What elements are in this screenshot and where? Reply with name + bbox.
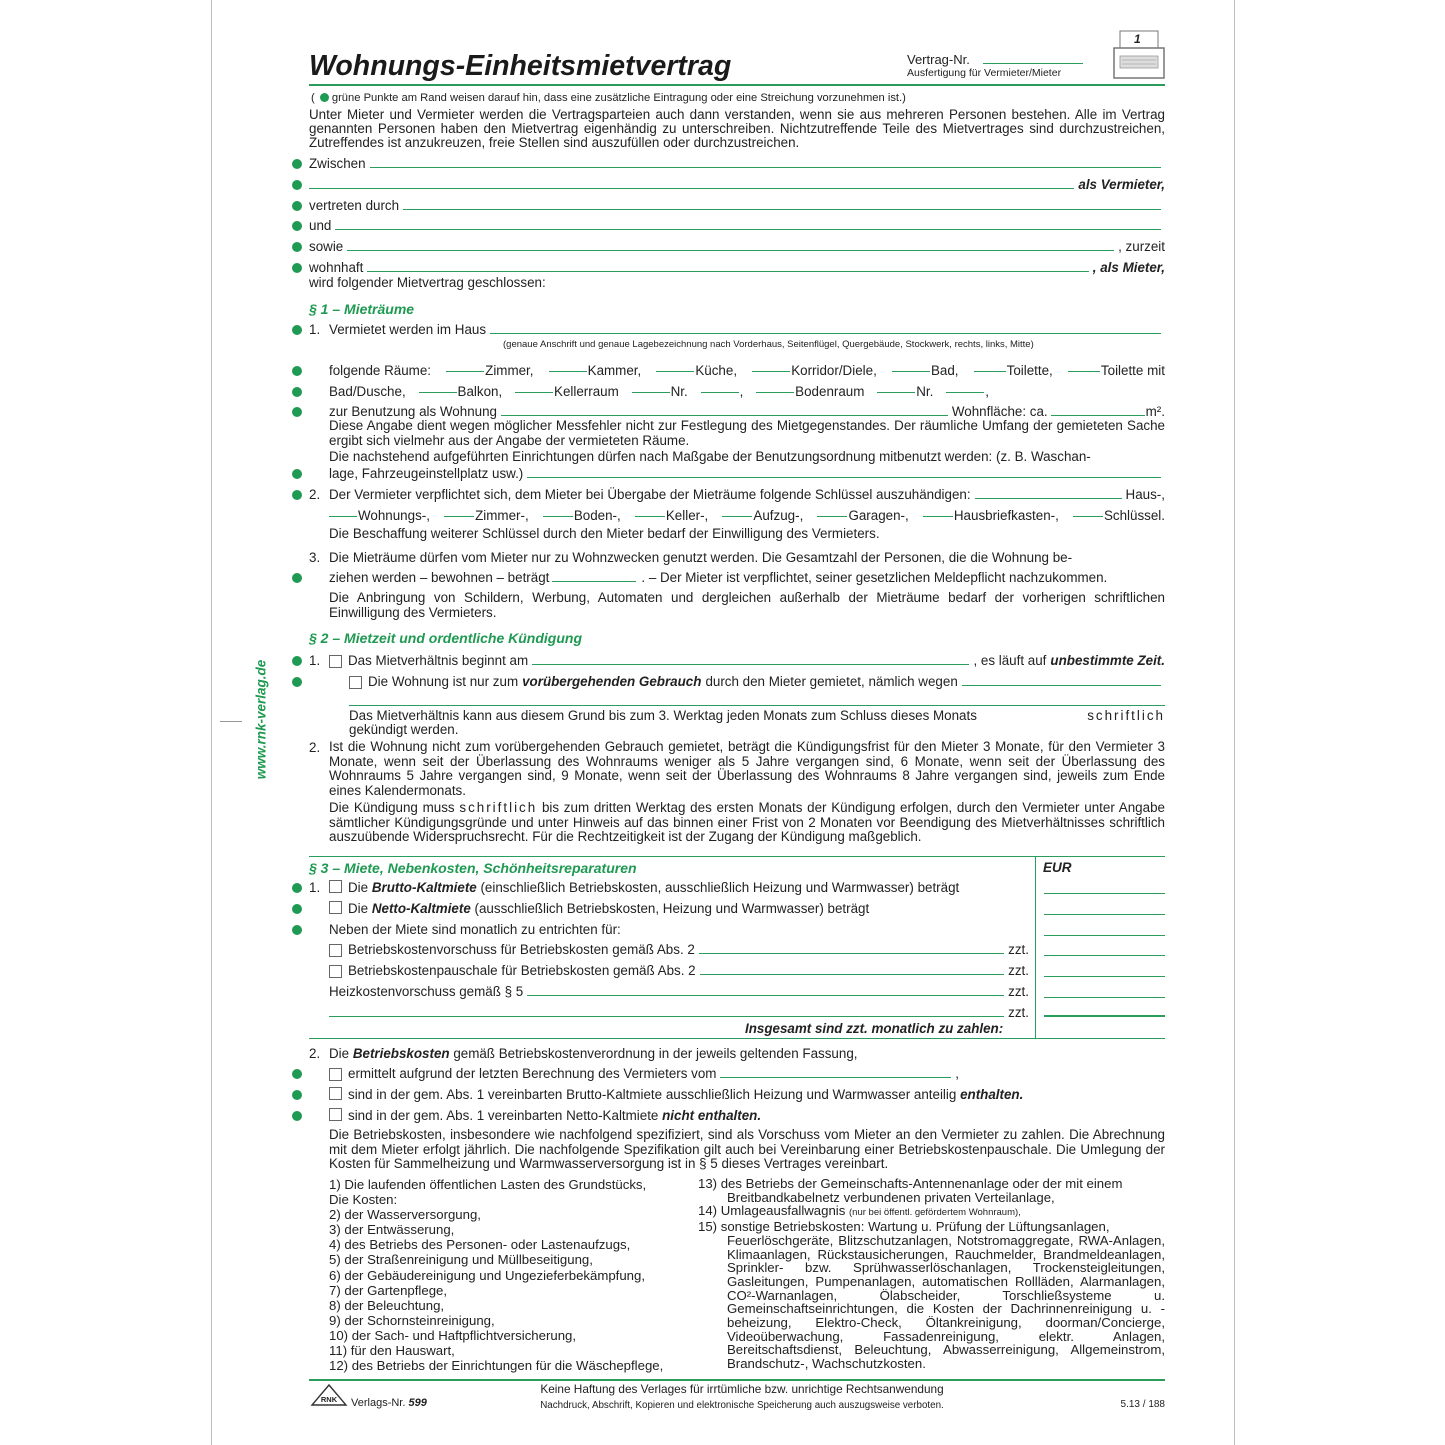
page-title: Wohnungs-Einheitsmietvertrag — [309, 50, 732, 82]
facilities-row[interactable]: lage, Fahrzeugeinstellplatz usw.) — [329, 466, 1165, 481]
marker-dot — [292, 573, 302, 583]
section-2-title: § 2 – Mietzeit und ordentliche Kündigung — [309, 630, 583, 646]
list-item: Feuerlöschgeräte, Blitzschutzanlagen, Notstromaggregate, RWA-Anlagen, Klimaanlagen, Rückstausicherungen, Rauchmelder, Brandmeldeanlagen, Sprinkler- bzw. Sprühwasserlöschanlagen, Trockensteigleitungen, Gasleitungen, Pumpenanlagen, automatischen Rollläden, Alarmanlagen, CO²-Warnanlagen, Ölabscheider, Torschließsysteme u. Gemeinschaftseinrichtungen, die Kosten der Dachrinnenreinigung u. -beheizung, Elektro-Check, Öltankreinigung, doorman/Concierge, Videoüberwachung, Fassadenreinigung, elektr. Anlagen, Bereitschaftsdienst, Beleuchtung, Abwasserreinigung, Allgemeinstrom, Brandschutz-, Wachschutzkosten. — [727, 1232, 1165, 1372]
label-vertreten: vertreten durch — [309, 198, 400, 213]
marker-dot — [292, 656, 302, 666]
temporary-use-row[interactable]: Die Wohnung ist nur zum vorübergehenden Gebrauch durch den Mieter gemietet, nämlich wegen — [349, 674, 1165, 689]
label-haus: Vermietet werden im Haus — [329, 322, 487, 337]
amount-field[interactable] — [1044, 914, 1165, 915]
additional-text: Neben der Miete sind monatlich zu entrichten für: — [329, 922, 621, 937]
item-number: 1. — [309, 653, 321, 668]
notice-period-text: Ist die Wohnung nicht zum vorübergehenden Gebrauch gemietet, beträgt die Kündigungsfrist für den Mieter 3 Monate, für den Vermieter 3 Monate, wenn seit der Überlassung des Wohnraums weniger als 5 Jahre vergangen sind, 6 Monate, wenn seit der Überlassung des Wohnraums 5 Jahre vergangen sind, 9 Monate, wenn seit der Überlassung des Wohnraums 8 Jahre vergangen sind, jeweils zum Ende eines Kalendermonats. — [329, 739, 1165, 798]
marker-dot — [292, 904, 302, 914]
publisher-logo — [310, 1383, 348, 1412]
list-item: 7) der Gartenpflege, — [329, 1282, 448, 1298]
list-item: 12) des Betriebs der Einrichtungen für die Wäschepflege, — [329, 1358, 664, 1374]
checkbox[interactable] — [329, 965, 342, 978]
list-item: 2) der Wasserversorgung, — [329, 1207, 481, 1223]
list-item: 4) des Betriebs des Personen- oder Lastenaufzugs, — [329, 1237, 631, 1253]
label-wohnhaft: wohnhaft — [309, 260, 364, 275]
termination-text: Die Kündigung muss schriftlich bis zum dritten Werktag des ersten Monats der Kündigung erfolgen, durch den Vermieter unter Angabe sämtlicher Kündigungsgründe und unter Hinweis auf das binnen einer Frist von 2 Monaten vor Beendigung des Mietverhältnisses schriftlich auszuübende Widerspruchsrecht. Für die Rechtzeitigkeit ist der Zugang der Kündigung maßgeblich. — [329, 800, 1165, 845]
list-item: 1) Die laufenden öffentlichen Lasten des Grundstücks, — [329, 1177, 647, 1192]
concluded-text: wird folgender Mietvertrag geschlossen: — [309, 275, 546, 290]
net-rent-row[interactable]: Die Netto-Kaltmiete (ausschließlich Betriebskosten, Heizung und Warmwasser) beträgt — [329, 901, 869, 916]
checkbox[interactable] — [329, 1108, 342, 1121]
checkbox[interactable] — [329, 1068, 342, 1081]
facilities-text: Die nachstehend aufgeführten Einrichtungen dürfen nach Maßgabe der Benutzungsordnung mitbenutzt werden: (z. B. Waschan- — [329, 449, 1091, 464]
footer-rule — [309, 1379, 1165, 1381]
heating-row[interactable]: Heizkostenvorschuss gemäß § 5 zzt. — [329, 984, 1029, 999]
contract-page — [211, 0, 1235, 1445]
flat-rate-row[interactable]: Betriebskostenpauschale für Betriebskosten gemäß Abs. 2 zzt. — [329, 963, 1029, 978]
marker-dot — [292, 883, 302, 893]
amount-field[interactable] — [1044, 935, 1165, 936]
label-zwischen: Zwischen — [309, 156, 366, 171]
specification-text: Die Betriebskosten, insbesondere wie nachfolgend spezifiziert, sind als Vorschuss vom Mieter an den Vermieter zu zahlen. Die Abrechnung mit dem Mieter erfolgt jährlich. Die nachfolgende Spezifikation gilt auch bei Vereinbarung einer Betriebskostenpauschale. Die Umlegung der Kosten für Sammelheizung und Warmwasserversorgung ist in § 5 dieses Vertrages vereinbart. — [329, 1127, 1165, 1172]
copyright-note: Nachdruck, Abschrift, Kopieren und elektronische Speicherung auch auszugsweise verboten. — [540, 1400, 944, 1411]
list-item: 10) der Sach- und Haftpflichtversicherung, — [329, 1327, 577, 1343]
lease-start-row[interactable]: Das Mietverhältnis beginnt am , es läuft auf unbestimmte Zeit. — [329, 653, 1165, 668]
amount-field[interactable] — [1044, 997, 1165, 998]
landlord-row[interactable] — [309, 177, 1165, 192]
label-raeume: folgende Räume: — [329, 363, 431, 378]
marker-dot — [292, 242, 302, 252]
list-item: 9) der Schornsteinreinigung, — [329, 1312, 495, 1328]
label-als-mieter: , als Mieter, — [1092, 260, 1165, 275]
area-note: Diese Angabe dient wegen möglicher Messfehler nicht zur Festlegung des Mietgegenstandes. Der räumliche Umfang der gemieteten Sache ergibt sich vielmehr aus der Angabe der vermieteten Räume. — [329, 418, 1165, 448]
notice-text-2: gekündigt werden. — [349, 722, 459, 737]
item-number: 2. — [309, 487, 321, 502]
marker-dot — [292, 325, 302, 335]
section-rule — [309, 1038, 1165, 1039]
publisher-number: Verlags-Nr. 599 — [351, 1397, 427, 1409]
not-included-row[interactable]: sind in der gem. Abs. 1 vereinbarten Netto-Kaltmiete nicht enthalten. — [329, 1108, 761, 1123]
usage-row[interactable]: zur Benutzung als Wohnung Wohnfläche: ca. m². — [329, 404, 1165, 419]
label-und: und — [309, 218, 332, 233]
marker-dot — [292, 677, 302, 687]
amount-field[interactable] — [1044, 976, 1165, 977]
persons-row[interactable]: ziehen werden – bewohnen – beträgt . – Der Mieter ist verpflichtet, seiner gesetzlichen Meldepflicht nachzukommen. — [329, 570, 1108, 585]
contract-no-label: Vertrag-Nr. — [907, 52, 970, 67]
gross-rent-row[interactable]: Die Brutto-Kaltmiete (einschließlich Betriebskosten, ausschließlich Heizung und Warmwasser) beträgt — [329, 880, 959, 895]
green-dot-icon — [320, 93, 329, 102]
advance-row[interactable]: Betriebskostenvorschuss für Betriebskosten gemäß Abs. 2 zzt. — [329, 942, 1029, 957]
costs-list-right — [698, 1177, 1165, 1371]
party-zwischen-row[interactable] — [309, 156, 1165, 171]
intro-text: Unter Mieter und Vermieter werden die Vertragsparteien auch dann verstanden, wenn sie aus mehreren Personen bestehen. Alle im Vertrag genannten Personen haben den Mietvertrag eigenhändig zu unterschreiben. Nichtzutreffende Teile des Mietvertrages sind durchzustreichen, Zutreffendes ist anzukreuzen, freie Stellen sind auszufüllen oder durchzustreichen. — [309, 107, 1165, 150]
fold-mark — [220, 721, 242, 722]
rooms-row-2[interactable]: Bad/Dusche, Balkon, Kellerraum Nr. , Bodenraum Nr. , — [329, 384, 989, 399]
marker-dot — [292, 221, 302, 231]
copy-label: Ausfertigung für Vermieter/Mieter — [907, 67, 1062, 79]
list-item: 5) der Straßenreinigung und Müllbeseitigung, — [329, 1252, 593, 1268]
liability-note: Keine Haftung des Verlages für irrtümliche bzw. unrichtige Rechtsanwendung — [540, 1382, 944, 1396]
eur-header: EUR — [1043, 860, 1072, 875]
house-row[interactable] — [329, 322, 1165, 337]
list-item: 15) sonstige Betriebskosten: Wartung u. Prüfung der Lüftungsanlagen, — [698, 1219, 1110, 1235]
marker-dot — [292, 1111, 302, 1121]
tenant2-row[interactable] — [309, 239, 1165, 254]
contract-no-field[interactable] — [983, 63, 1083, 64]
marker-dot — [292, 366, 302, 376]
checkbox[interactable] — [329, 1087, 342, 1100]
checkbox[interactable] — [329, 655, 342, 668]
list-item: 3) der Entwässerung, — [329, 1222, 455, 1238]
other-row[interactable]: zzt. — [329, 1005, 1029, 1020]
operating-costs-text: Die Betriebskosten gemäß Betriebskostenverordnung in der jeweils geltenden Fassung, — [329, 1046, 858, 1061]
marker-dot — [292, 925, 302, 935]
marker-dot — [292, 159, 302, 169]
marker-dot — [292, 1090, 302, 1100]
represented-row[interactable] — [309, 198, 1165, 213]
included-row[interactable]: sind in der gem. Abs. 1 vereinbarten Brutto-Kaltmiete ausschließlich Heizung und Warmwasser anteilig enthalten. — [329, 1087, 1023, 1102]
list-item: 8) der Beleuchtung, — [329, 1297, 445, 1313]
publisher-url: www.rnk-verlag.de — [253, 659, 269, 780]
label-als-vermieter: als Vermieter, — [1078, 177, 1165, 192]
checkbox[interactable] — [329, 901, 342, 914]
list-item: 6) der Gebäudereinigung und Ungezieferbekämpfung, — [329, 1267, 645, 1283]
total-label: Insgesamt sind zzt. monatlich zu zahlen: — [745, 1021, 1004, 1036]
checkbox[interactable] — [329, 880, 342, 893]
list-item: 11) für den Hauswart, — [329, 1343, 455, 1359]
signs-text: Die Anbringung von Schildern, Werbung, Automaten und dergleichen außerhalb der Mieträume bedarf der vorherigen schriftlichen Einwilligung des Vermieters. — [329, 590, 1165, 620]
notice-text: Das Mietverhältnis kann aus diesem Grund bis zum 3. Werktag jeden Monats zum Schluss dieses Monats schriftlich — [349, 708, 1165, 723]
section-3-title: § 3 – Miete, Nebenkosten, Schönheitsreparaturen — [309, 860, 637, 876]
rooms-row-1[interactable]: folgende Räume: Zimmer, Kammer, Küche, Korridor/Diele, Bad, Toilette, Toilette mit — [329, 363, 1165, 378]
form-code: 5.13 / 188 — [1120, 1399, 1165, 1410]
marker-dot — [292, 1069, 302, 1079]
list-item: 14) Umlageausfallwagnis (nur bei öffentl. gefördertem Wohnraum), — [698, 1203, 1021, 1219]
checkbox[interactable] — [349, 676, 362, 689]
item-number: 2. — [309, 740, 321, 755]
keys-row-2[interactable]: Wohnungs-, Zimmer-, Boden-, Keller-, Aufzug-, Garagen-, Hausbriefkasten-, Schlüssel. — [329, 508, 1165, 523]
marker-dot — [292, 387, 302, 397]
svg-text:RNK: RNK — [320, 1395, 338, 1404]
page-number-box: 1 — [1134, 32, 1141, 46]
label-zurzeit: , zurzeit — [1118, 239, 1165, 254]
total-field[interactable] — [1044, 1015, 1165, 1017]
amount-field[interactable] — [1044, 955, 1165, 956]
item-number: 1. — [309, 880, 321, 895]
item-number: 3. — [309, 550, 321, 565]
intro-note: ( grüne Punkte am Rand weisen darauf hin, dass eine zusätzliche Eintragung oder eine Streichung vorzunehmen ist.) — [311, 92, 906, 104]
reason-line[interactable] — [349, 705, 1165, 706]
checkbox[interactable] — [329, 944, 342, 957]
item-number: 1. — [309, 322, 321, 337]
tenant-row[interactable] — [309, 218, 1165, 233]
marker-dot — [292, 407, 302, 417]
label-sowie: sowie — [309, 239, 344, 254]
costs-list-left — [329, 1177, 689, 1373]
list-item: Die Kosten: — [329, 1192, 398, 1208]
section-rule — [309, 856, 1165, 857]
item-number: 2. — [309, 1046, 321, 1061]
marker-dot — [292, 201, 302, 211]
marker-dot — [292, 469, 302, 479]
amount-field[interactable] — [1044, 893, 1165, 894]
marker-dot — [292, 263, 302, 273]
keys-note: Die Beschaffung weiterer Schlüssel durch den Mieter bedarf der Einwilligung des Vermieters. — [329, 526, 880, 541]
section-1-title: § 1 – Mieträume — [309, 301, 415, 317]
list-item: Breitbandkabelnetz verbundenen privaten Verteilanlage, — [727, 1189, 1055, 1205]
marker-dot — [292, 180, 302, 190]
label-wohnflaeche: Wohnfläche: ca. — [951, 404, 1048, 419]
address-row[interactable] — [309, 260, 1165, 275]
house-note: (genaue Anschrift und genaue Lagebezeichnung nach Vorderhaus, Seitenflügel, Quergebäude, Stockwerk, rechts, links, Mitte) — [503, 339, 1034, 350]
marker-dot — [292, 490, 302, 500]
keys-row-1[interactable]: Der Vermieter verpflichtet sich, dem Mieter bei Übergabe der Mieträume folgende Schlüssel auszuhändigen: Haus-, — [329, 487, 1165, 502]
eur-column-divider — [1035, 857, 1036, 1038]
list-item: 13) des Betriebs der Gemeinschafts-Antennenanlage oder der mit einem — [698, 1176, 1123, 1191]
residential-text: Die Mieträume dürfen vom Mieter nur zu Wohnzwecken genutzt werden. Die Gesamtzahl der Personen, die die Wohnung be- — [329, 550, 1073, 565]
calculated-row[interactable]: ermittelt aufgrund der letzten Berechnung des Vermieters vom , — [329, 1066, 959, 1081]
header-rule — [309, 84, 1165, 86]
